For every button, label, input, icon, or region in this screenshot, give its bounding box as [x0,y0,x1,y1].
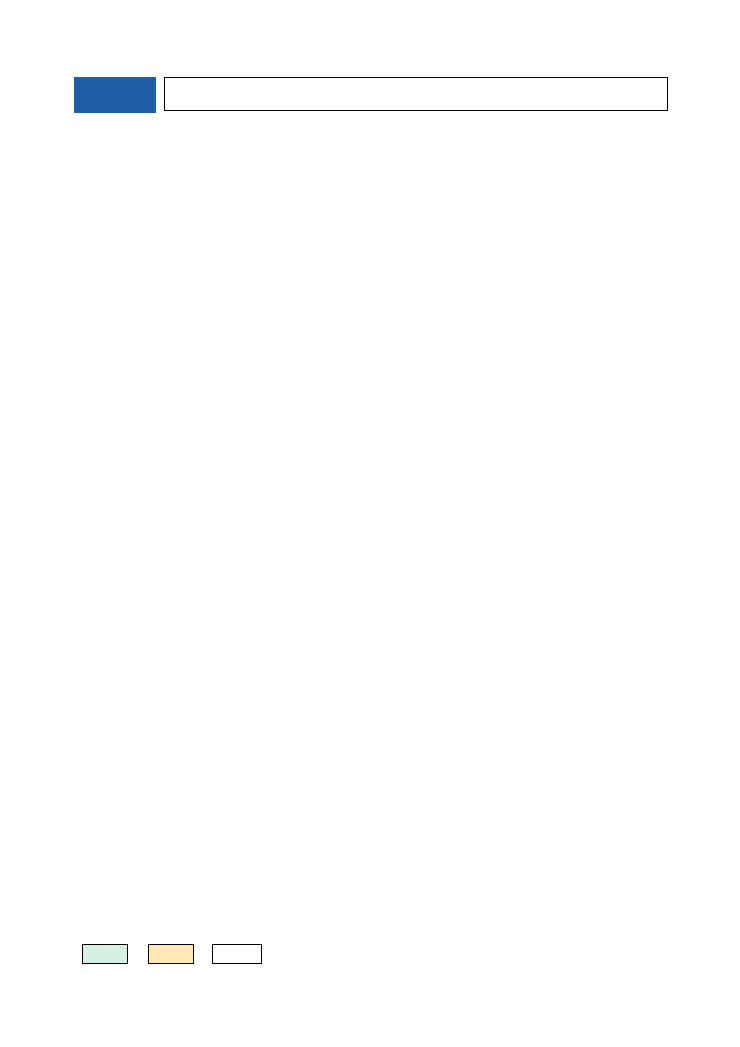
reference-tag [74,77,156,113]
legend [76,944,272,964]
legend-white-swatch [212,944,262,964]
reference-title [164,77,668,111]
section-header [74,77,668,113]
legend-yellow-swatch [148,944,194,964]
legend-green-swatch [82,944,128,964]
